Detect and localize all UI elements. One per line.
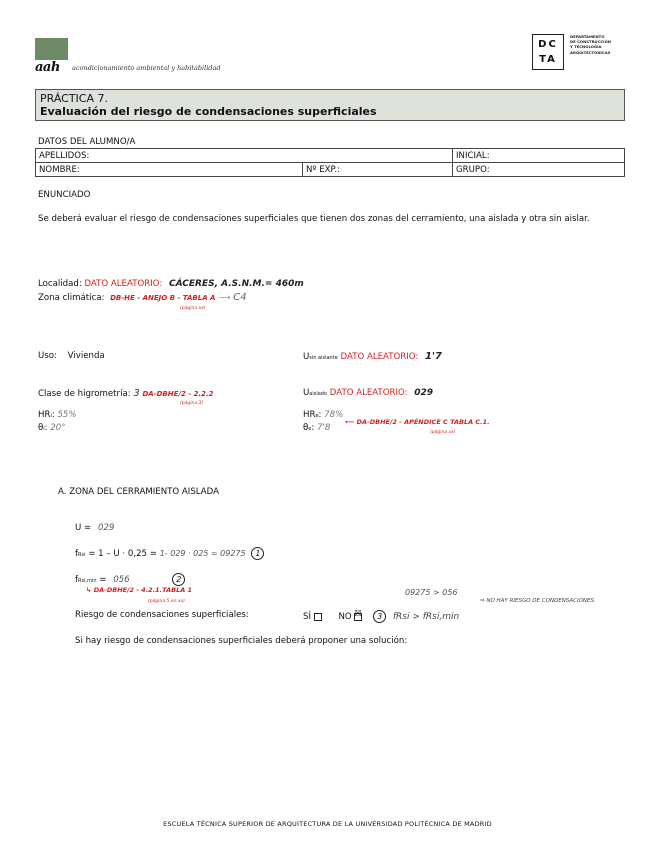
u-ais-random-label: DATO ALEATORIO: — [329, 388, 408, 398]
arrow-icon: ⟶ — [218, 293, 231, 303]
u-aislado-row — [303, 388, 433, 398]
logo-mark: aah — [35, 60, 60, 75]
u-sin-handwritten: 1'7 — [425, 351, 442, 362]
uso-value: Vivienda — [67, 351, 105, 361]
arrow-left-icon: ⟵ — [345, 418, 355, 426]
clase-row — [38, 388, 214, 399]
clase-ref-handwritten: DA-DBHE/2 - 2.2.2 — [142, 390, 214, 398]
ext-ref-page-note: (página xx) — [430, 430, 456, 435]
frsi-label: f — [75, 549, 79, 559]
u-sin-label: U — [303, 352, 310, 362]
corner-arrow-icon: ↳ — [86, 586, 92, 594]
logo-block — [35, 38, 68, 60]
u-row — [75, 523, 114, 533]
circle-1: 1 — [251, 547, 264, 560]
frsimin-ref-handwritten — [86, 586, 192, 594]
localidad-row — [38, 279, 304, 289]
dcta-row1: DC — [538, 39, 558, 50]
hri-label: HR — [38, 410, 51, 420]
u-handwritten: 029 — [97, 523, 115, 533]
inequality-handwritten: fRsi > fRsi,min — [392, 612, 460, 622]
thi-row: θi: 20° — [38, 423, 66, 433]
u-ais-sub: aislado — [309, 391, 328, 397]
hri-handwritten: 55% — [57, 410, 77, 420]
ext-ref-handwritten — [345, 418, 490, 426]
the-label: θ — [303, 423, 309, 433]
uso-row — [38, 351, 105, 361]
clase-label: Clase de higrometría: — [38, 389, 131, 399]
dept-line1: DEPARTAMENTO — [570, 34, 605, 39]
thi-label: θ — [38, 423, 44, 433]
dcta-row2: TA — [539, 54, 557, 65]
u-sin-random-label: DATO ALEATORIO: — [340, 352, 419, 362]
zona-page-note: (página xx) — [180, 306, 206, 311]
student-data-header: DATOS DEL ALUMNO/A — [38, 137, 136, 147]
compare-handwritten: 09275 > 056 — [405, 588, 458, 597]
dept-line2: DE CONSTRUCCIÓN — [570, 39, 611, 45]
frsimin-eq: = — [99, 575, 107, 585]
department-name — [570, 34, 640, 55]
student-data-table — [35, 148, 625, 177]
the-sub: e — [308, 426, 312, 432]
enunciado-text: Se deberá evaluar el riesgo de condensaciones superficiales que tienen dos zonas del cerramiento, una aislada y otra sin aislar. — [38, 214, 590, 224]
nexp-field[interactable]: Nº EXP.: — [303, 163, 453, 177]
localidad-random-label: DATO ALEATORIO: — [84, 279, 163, 289]
dept-line4: ARQUITECTÓNICAS — [570, 49, 611, 55]
u-ais-label: U — [303, 388, 310, 398]
frsi-handwritten: 1- 029 · 025 = 09275 — [159, 549, 246, 558]
apellidos-field[interactable]: APELLIDOS: — [36, 149, 453, 163]
u-sin-aislante-row — [303, 351, 442, 362]
u-sin-sub: sin aislante — [309, 355, 338, 361]
hri-sub: i — [50, 413, 52, 419]
practice-title-box — [35, 89, 625, 121]
frsimin-sub: Rsi,min — [78, 578, 97, 584]
zona-row — [38, 292, 247, 303]
frsimin-label: f — [75, 575, 79, 585]
dcta-logo — [532, 34, 564, 70]
frsimin-ref-text: DA-DBHE/2 - 4.2.1.TABLA 1 — [93, 586, 193, 594]
localidad-label: Localidad: — [38, 279, 82, 289]
circle-2: 2 — [172, 573, 185, 586]
footer-institution: ESCUELA TÉCNICA SUPERIOR DE ARQUITECTURA DE LA UNIVERSIDAD POLITÉCNICA DE MADRID — [163, 820, 492, 828]
frsi-sub: Rsi — [78, 552, 86, 558]
enunciado-label: ENUNCIADO — [38, 190, 91, 200]
practice-title: Evaluación del riesgo de condensaciones superficiales — [40, 105, 377, 118]
the-handwritten: 7'8 — [316, 423, 331, 433]
zona-ref-handwritten: DB-HE - ANEJO B - TABLA A — [110, 294, 216, 302]
zona-value-handwritten: C4 — [233, 292, 247, 303]
solution-text: Si hay riesgo de condensaciones superficiales deberá proponer una solución: — [75, 636, 408, 646]
frsi-row — [75, 547, 264, 560]
riesgo-label: Riesgo de condensaciones superficiales: — [75, 610, 249, 620]
inicial-field[interactable]: INICIAL: — [453, 149, 625, 163]
no-label: NO — [338, 612, 352, 622]
frsimin-page-note: (página 5 en xx) — [148, 599, 185, 604]
frsi-formula: = 1 – U · 0,25 = — [88, 549, 157, 559]
u-ais-handwritten: 029 — [414, 388, 434, 398]
thi-sub: i — [43, 426, 45, 432]
circle-3: 3 — [373, 610, 386, 623]
u-eq-label: U = — [75, 523, 92, 533]
clase-value-handwritten: 3 — [133, 388, 140, 399]
practice-number: PRÁCTICA 7. — [40, 92, 109, 105]
si-checkbox[interactable] — [314, 613, 322, 621]
check-mark-icon: ☒ — [354, 608, 362, 618]
hre-sub: e — [315, 413, 319, 419]
grupo-field[interactable]: GRUPO: — [453, 163, 625, 177]
dept-line3: Y TECNOLOGÍA — [570, 44, 602, 50]
thi-handwritten: 20° — [50, 423, 66, 433]
hre-handwritten: 78% — [324, 410, 344, 420]
hre-label: HR — [303, 410, 316, 420]
hri-row: HRi: 55% — [38, 410, 77, 420]
no-checkbox[interactable] — [354, 608, 362, 621]
clase-page-note: (página 3) — [180, 401, 204, 406]
zona-label: Zona climática: — [38, 293, 105, 303]
conclusion-handwritten: ⇒ NO HAY RIESGO DE CONDENSACIONES. — [480, 598, 596, 604]
localidad-handwritten: CÁCERES, A.S.N.M.= 460m — [168, 279, 304, 289]
frsimin-handwritten: 056 — [113, 575, 130, 585]
si-label: SÍ — [303, 612, 311, 622]
nombre-field[interactable]: NOMBRE: — [36, 163, 303, 177]
frsimin-row — [75, 573, 185, 586]
section-a-title: A. ZONA DEL CERRAMIENTO AISLADA — [58, 487, 219, 497]
riesgo-options — [303, 610, 459, 623]
ext-ref-text: DA-DBHE/2 - APÉNDICE C TABLA C.1. — [356, 418, 490, 426]
logo-tagline: acondicionamiento ambiental y habitabilidad — [72, 64, 221, 72]
uso-label: Uso: — [38, 351, 57, 361]
hre-row: HRe: 78% — [303, 410, 344, 420]
the-row: θe: 7'8 — [303, 423, 331, 433]
